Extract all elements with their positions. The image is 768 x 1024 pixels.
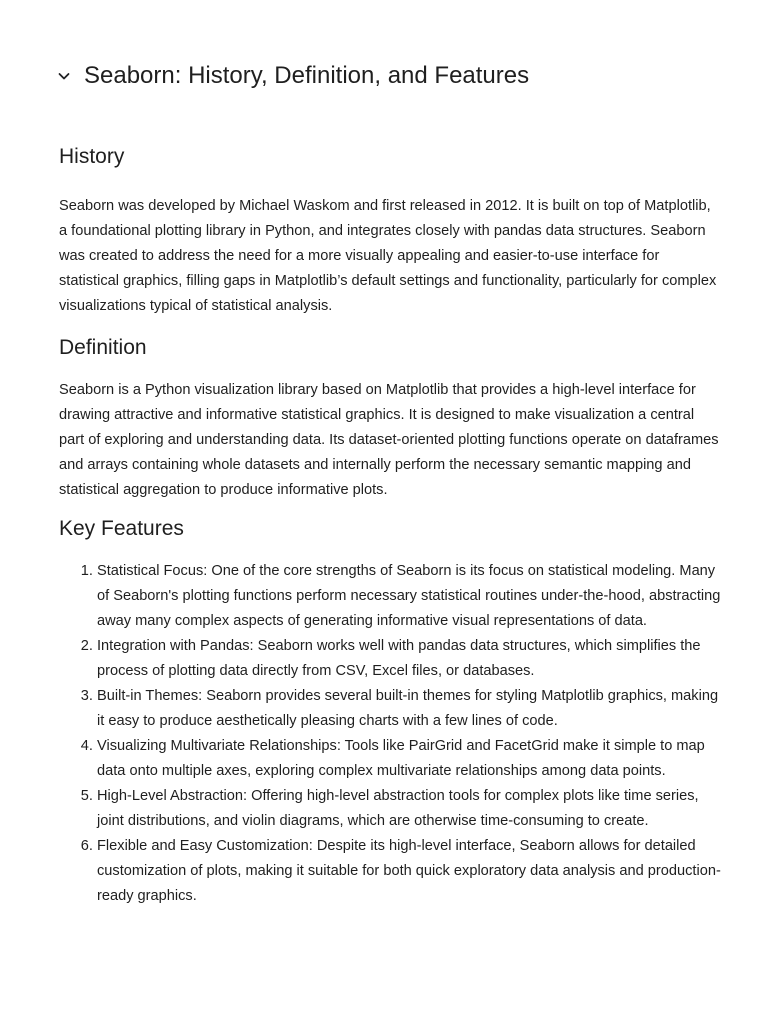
list-item: 6. Flexible and Easy Customization: Despite its high-level interface, Seaborn allows for detailed customization of plots, making it suitable for both quick exploratory data analysis and production-ready graphics. [97,834,722,909]
document-title: Seaborn: History, Definition, and Features [84,62,530,89]
collapsible-section-header[interactable] [52,62,728,90]
list-item: 5. High-Level Abstraction: Offering high-level abstraction tools for complex plots like time series, joint distributions, and violin diagrams, which are otherwise time-consuming to create. [97,784,722,834]
list-item: 1. Statistical Focus: One of the core strengths of Seaborn is its focus on statistical modeling. Many of Seaborn's plotting functions perform necessary statistical routines under-the-hood, abstracting away many complex aspects of generating informative visual representations of data. [97,559,722,634]
key-features-heading: Key Features [59,517,184,540]
list-item: 2. Integration with Pandas: Seaborn works well with pandas data structures, which simplifies the process of plotting data directly from CSV, Excel files, or databases. [97,634,722,684]
history-section [59,145,722,319]
key-features-section [59,517,722,909]
chevron-down-icon[interactable] [52,64,76,88]
list-item: 3. Built-in Themes: Seaborn provides several built-in themes for styling Matplotlib graphics, making it easy to produce aesthetically pleasing charts with a few lines of code. [97,684,722,734]
definition-heading: Definition [59,336,147,359]
list-item: 4. Visualizing Multivariate Relationships: Tools like PairGrid and FacetGrid make it simple to map data onto multiple axes, exploring complex multivariate relationships among data points. [97,734,722,784]
definition-paragraph: Seaborn is a Python visualization library based on Matplotlib that provides a high-level interface for drawing attractive and informative statistical graphics. It is designed to make visualization a central part of exploring and understanding data. Its dataset-oriented plotting functions operate on dataframes and arrays containing whole datasets and internally perform the necessary semantic mapping and statistical aggregation to produce informative plots. [59,382,719,498]
history-heading: History [59,145,125,168]
definition-section [59,336,722,503]
key-features-list [59,559,722,909]
chevron-down-icon-glyph [56,68,72,84]
history-paragraph: Seaborn was developed by Michael Waskom and first released in 2012. It is built on top of Matplotlib, a foundational plotting library in Python, and integrates closely with pandas data structures. Seaborn was created to address the need for a more visually appealing and easier-to-use interface for statistical graphics, filling gaps in Matplotlib’s default settings and functionality, particularly for complex visualizations typical of statistical analysis. [59,198,717,314]
